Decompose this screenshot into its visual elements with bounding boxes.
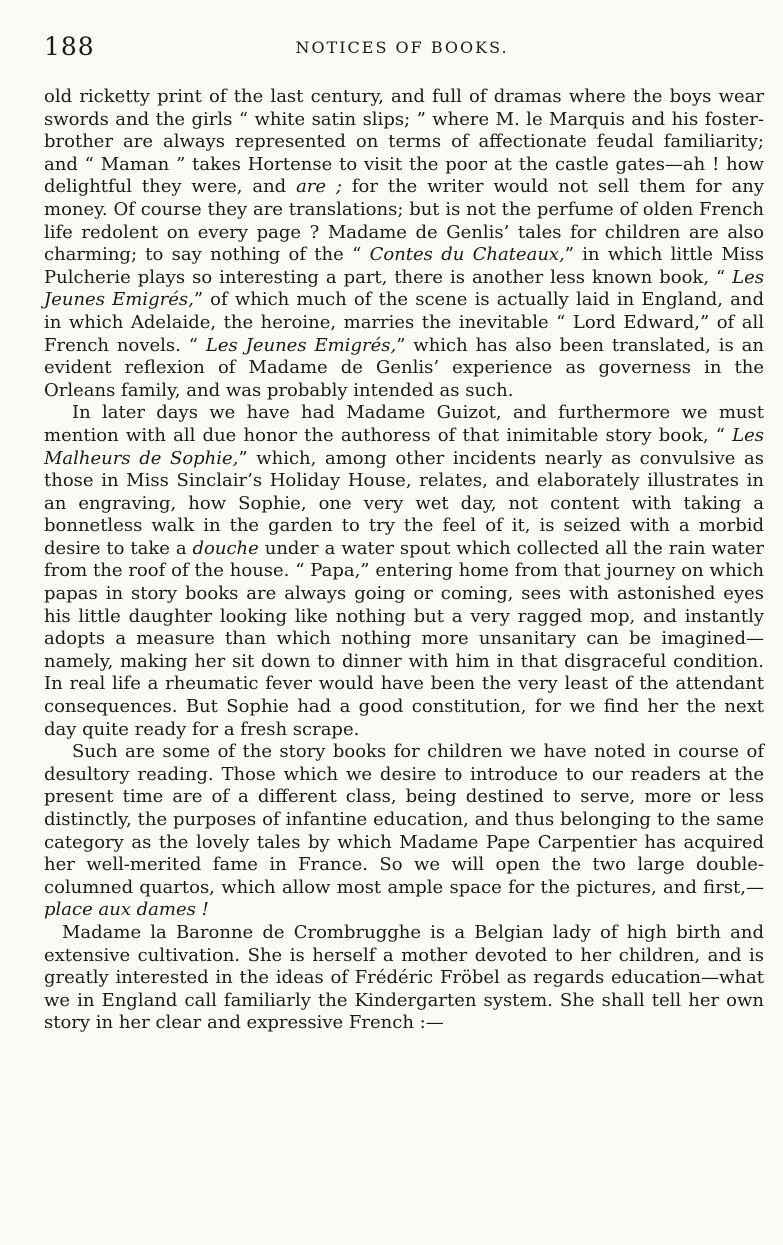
italic-phrase: Les Jeunes Emigrés, — [44, 266, 764, 311]
text-run: for the writer would not sell them for any money. Of course they are translations; but is not the perfume of olden French life redolent on every page ? Madame de Genlis’ tales for children are also charming; to say nothing of the “ — [44, 176, 764, 266]
text-run: Such are some of the story books for children we have noted in course of desultory reading. Those which we desire to introduce to our readers at the present time are of a different class, being destined to serve, more or less distinctly, the purposes of infantine education, and thus belonging to the same category as the lovely tales by which Madame Pape Carpentier has acquired her well-merited fame in France. So we will open the two large double-columned quartos, which allow most ample space for the pictures, and first,— — [44, 741, 764, 898]
body-text — [44, 86, 764, 1035]
page-header — [44, 32, 760, 66]
text-run: ” of which much of the scene is actually laid in England, and in which Adelaide, the heroine, marries the inevitable “ Lord Edward,” of all French novels. “ — [44, 289, 764, 356]
text-run: ” which, among other incidents nearly as convulsive as those in Miss Sinclair’s Holiday House, relates, and elaborately illustrates in an engraving, how Sophie, one very wet day, not content with taking a bonnetless walk in the garden to try the feel of it, is seized with a morbid desire to take a — [44, 447, 764, 559]
running-title: NOTICES OF BOOKS. — [295, 38, 509, 57]
paragraph — [44, 922, 764, 1035]
italic-phrase: Les Malheurs de Sophie, — [44, 424, 764, 469]
italic-phrase: douche — [192, 537, 259, 559]
italic-phrase: are ; — [296, 176, 342, 198]
text-run: ” which has also been translated, is an evident reflexion of Madame de Genlis’ experience as governess in the Orleans family, and was probably intended as such. — [44, 334, 764, 401]
paragraph — [44, 402, 764, 741]
text-run: old ricketty print of the last century, and full of dramas where the boys wear swords and the girls “ white satin slips; ” where M. le Marquis and his foster-brother are always represented on terms of affectionate feudal familiarity; and “ Maman ” takes Hortense to visit the poor at the castle gates—ah ! how delightful they were, and — [44, 86, 764, 198]
text-run: Madame la Baronne de Crombrugghe is a Belgian lady of high birth and extensive cultivation. She is herself a mother devoted to her children, and is greatly interested in the ideas of Frédéric Fröbel as regards education—what we in England call familiarly the Kindergarten system. She shall tell her own story in her clear and expressive French :— — [44, 921, 764, 1034]
paragraph — [44, 86, 764, 402]
paragraph — [44, 741, 764, 922]
italic-phrase: Contes du Chateaux, — [369, 244, 565, 266]
italic-phrase: Les Jeunes Emigrés, — [205, 334, 397, 356]
italic-phrase: place aux dames ! — [44, 899, 209, 921]
text-run: ” in which little Miss Pulcherie plays so interesting a part, there is another less known book, “ — [44, 244, 764, 288]
text-run: under a water spout which collected all the rain water from the roof of the house. “ Papa,” entering home from that journey on which papas in story books are always going or coming, sees with astonished eyes his little daughter looking like nothing but a very ragged mop, and instantly adopts a measure than which nothing more unsanitary can be imagined—namely, making her sit down to dinner with him in that disgraceful condition. In real life a rheumatic fever would have been the very least of the attendant consequences. But Sophie had a good constitution, for we find her the next day quite ready for a fresh scrape. — [44, 537, 764, 740]
page-number: 188 — [44, 32, 95, 61]
text-run: In later days we have had Madame Guizot, and furthermore we must mention with all due honor the authoress of that inimitable story book, “ — [44, 402, 764, 446]
